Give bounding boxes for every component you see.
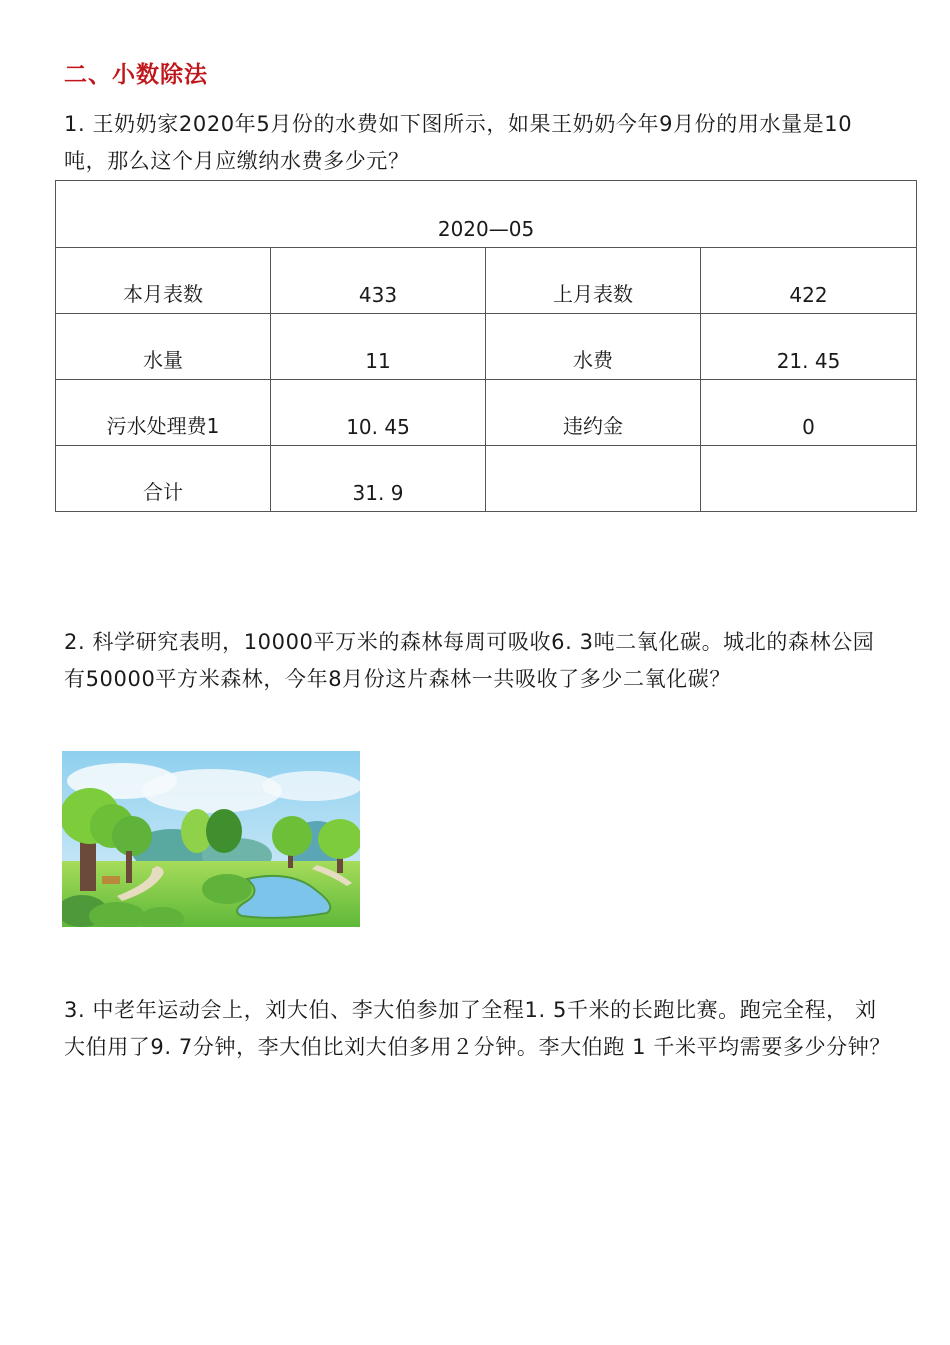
cell-label: 本月表数: [56, 248, 271, 314]
water-bill-table: [55, 180, 917, 512]
cell-value: 422: [701, 248, 917, 314]
table-row: [56, 248, 917, 314]
cell-value: 10. 45: [271, 380, 486, 446]
cell-label: 违约金: [486, 380, 701, 446]
section-title: 二、小数除法: [64, 62, 208, 88]
cell-label: 上月表数: [486, 248, 701, 314]
cell-label: 水费: [486, 314, 701, 380]
cell-empty: [701, 446, 917, 512]
cell-value: 11: [271, 314, 486, 380]
cell-value: 31. 9: [271, 446, 486, 512]
cell-empty: [486, 446, 701, 512]
forest-park-image: [62, 751, 360, 927]
question-2-text: 2. 科学研究表明，10000平万米的森林每周可吸收6. 3吨二氧化碳。城北的森林公园有50000平方米森林，今年8月份这片森林一共吸收了多少二氧化碳？: [64, 630, 875, 691]
table-header-row: [56, 181, 917, 248]
cell-value: 21. 45: [701, 314, 917, 380]
cell-value: 0: [701, 380, 917, 446]
question-3-text: 3. 中老年运动会上，刘大伯、李大伯参加了全程1. 5千米的长跑比赛。跑完全程， 刘大伯用了9. 7分钟，李大伯比刘大伯多用２分钟。李大伯跑 1 千米平均需要多少分钟？: [64, 998, 891, 1059]
cell-label: 水量: [56, 314, 271, 380]
cell-label: 合计: [56, 446, 271, 512]
forest-park-illustration: [62, 751, 360, 927]
table-row: [56, 446, 917, 512]
bill-period: 2020—05: [56, 181, 917, 248]
table-row: [56, 380, 917, 446]
cell-value: 433: [271, 248, 486, 314]
question-1-text: 1. 王奶奶家2020年5月份的水费如下图所示，如果王奶奶今年9月份的用水量是10吨，那么这个月应缴纳水费多少元？: [64, 112, 853, 173]
cell-label: 污水处理费1: [56, 380, 271, 446]
table-row: [56, 314, 917, 380]
